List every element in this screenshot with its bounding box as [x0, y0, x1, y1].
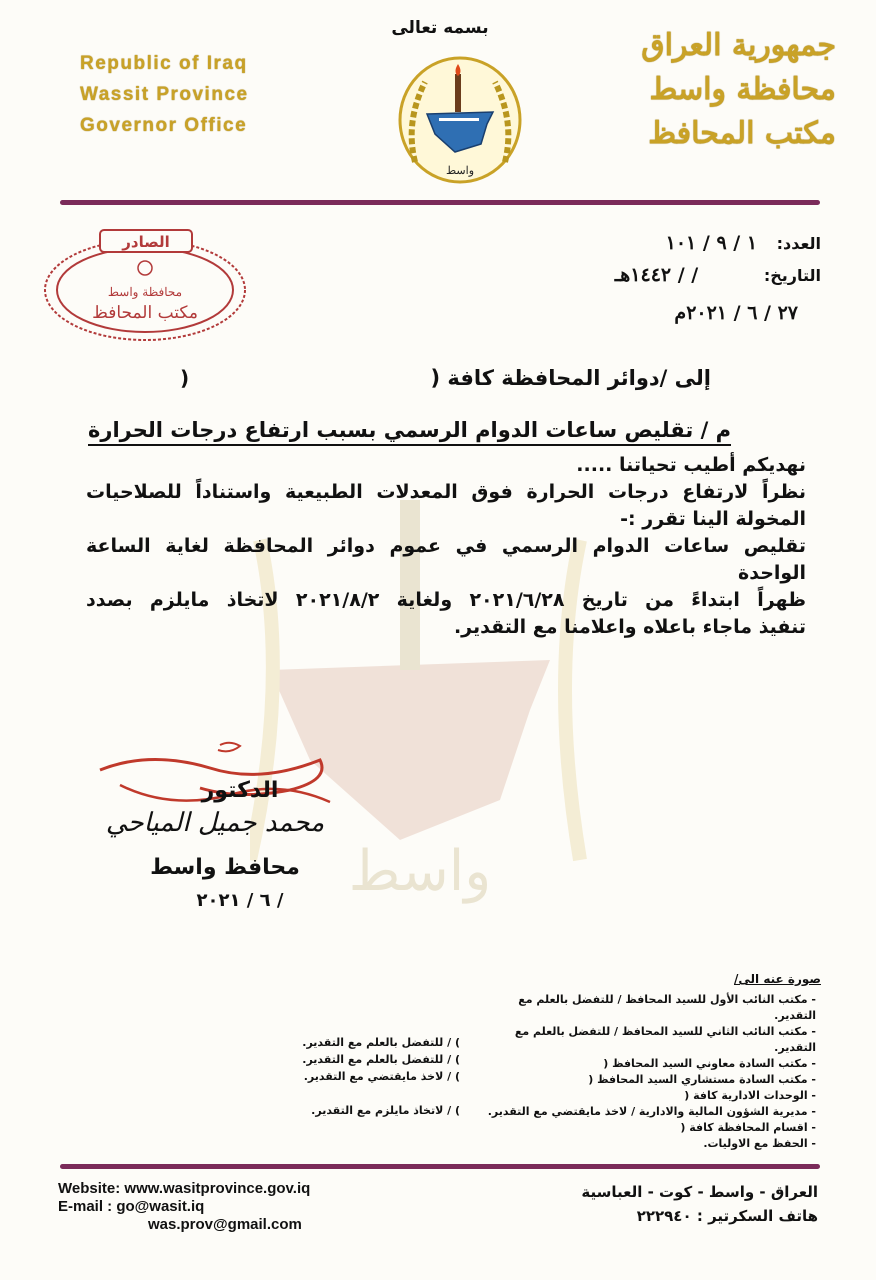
- letterhead-line-office: Governor Office: [80, 115, 248, 136]
- header-divider: [60, 200, 820, 205]
- para1-line2: المخولة الينا تقرر :-: [620, 508, 806, 530]
- footer-email2[interactable]: was.prov@gmail.com: [148, 1216, 302, 1233]
- cc-purpose: ) / لاخذ مايقتضي مع التقدير.: [303, 1070, 460, 1083]
- ref-number-value: ١ / ٩ / ١٠١: [665, 232, 758, 254]
- cc-item: - الحفظ مع الاوليات.: [703, 1137, 816, 1150]
- letterhead-ar-country: جمهورية العراق: [641, 28, 836, 63]
- letterhead-ar-office: مكتب المحافظ: [648, 116, 836, 151]
- date-label: التاريخ:: [763, 266, 821, 285]
- signature-date: / ٦ / ٢٠٢١: [196, 890, 284, 911]
- cc-item: - اقسام المحافظة كافة (: [680, 1121, 816, 1134]
- cc-purpose-list: [270, 1034, 460, 1119]
- cc-purpose: ) / للتفضل بالعلم مع التقدير.: [302, 1036, 460, 1049]
- signatory-role: محافظ واسط: [150, 855, 300, 880]
- cc-purpose: ) / لاتخاذ مايلزم مع التقدير.: [311, 1104, 460, 1117]
- cc-item: - مكتب النائب الثاني للسيد المحافظ / للتفضل بالعلم مع التقدير.: [514, 1025, 816, 1054]
- footer-phone: هاتف السكرتير : ٢٢٢٩٤٠: [636, 1207, 818, 1225]
- footer-divider: [60, 1164, 820, 1169]
- stamp-line1: محافظة واسط: [107, 285, 183, 299]
- cc-item: - مديرية الشؤون المالية والادارية / لاخذ مايقتضي مع التقدير.: [487, 1105, 816, 1118]
- english-letterhead: [80, 48, 249, 141]
- para1-line1: نظراً لارتفاع درجات الحرارة فوق المعدلات الطبيعية واستناداً للصلاحيات: [86, 481, 806, 503]
- footer-contact: [58, 1180, 310, 1234]
- gregorian-date: [674, 302, 812, 324]
- subject-line: م / تقليص ساعات الدوام الرسمي بسبب ارتفاع درجات الحرارة: [88, 418, 731, 446]
- footer-address: [581, 1180, 818, 1228]
- para2-line3: تنفيذ ماجاء باعلاه واعلامنا مع التقدير.: [453, 616, 806, 638]
- ref-number: [666, 232, 821, 254]
- addressee-close-paren: ): [180, 366, 190, 390]
- ref-number-label: العدد:: [776, 234, 821, 253]
- letterhead-line-country: Republic of Iraq: [80, 53, 248, 74]
- stamp-line2: مكتب المحافظ: [92, 303, 198, 323]
- hijri-date-value: / / ١٤٤٢هـ: [614, 264, 699, 286]
- signatory-name: محمد جميل المياحي: [105, 808, 325, 838]
- footer-website[interactable]: Website: www.wasitprovince.gov.iq: [58, 1180, 311, 1197]
- cc-item: - مكتب السادة مستشاري السيد المحافظ (: [588, 1073, 816, 1086]
- outgoing-stamp: [40, 226, 250, 344]
- greeting: نهديكم أطيب تحياتنا .....: [576, 454, 806, 476]
- hijri-date: [615, 264, 821, 286]
- letterhead-line-province: Wassit Province: [80, 84, 249, 105]
- signatory-title: الدكتور: [201, 778, 279, 803]
- footer-address-line: العراق - واسط - كوت - العباسية: [581, 1183, 818, 1201]
- arabic-letterhead: [596, 24, 836, 156]
- logo-label: واسط: [445, 164, 475, 177]
- stamp-top: الصادر: [122, 233, 170, 251]
- para2-line1: تقليص ساعات الدوام الرسمي في عموم دوائر المحافظة لغاية الساعة الواحدة: [86, 535, 806, 584]
- addressee: إلى /دوائر المحافظة كافة (: [430, 366, 711, 390]
- cc-item: - مكتب السادة معاوني السيد المحافظ (: [603, 1057, 816, 1070]
- cc-item: - الوحدات الادارية كافة (: [684, 1089, 816, 1102]
- province-emblem-logo: [395, 52, 525, 187]
- cc-purpose: ) / للتفضل بالعلم مع التقدير.: [302, 1053, 460, 1066]
- watermark-label: واسط: [348, 839, 492, 904]
- cc-title: صورة عنه الى/: [734, 972, 821, 986]
- letter-body: [86, 452, 806, 641]
- para2-line2: ظهراً ابتداءً من تاريخ ٢٠٢١/٦/٢٨ ولغاية ٢٠٢١/٨/٢ لاتخاذ مايلزم بصدد: [86, 589, 806, 611]
- bismillah: بسمه تعالى: [391, 18, 489, 38]
- footer-email1[interactable]: E-mail : go@wasit.iq: [58, 1198, 205, 1215]
- cc-list: [476, 992, 816, 1152]
- gregorian-date-value: ٢٧ / ٦ / ٢٠٢١م: [674, 302, 798, 324]
- letterhead-ar-province: محافظة واسط: [649, 72, 836, 107]
- cc-item: - مكتب النائب الأول للسيد المحافظ / للتفضل بالعلم مع التقدير.: [518, 993, 816, 1022]
